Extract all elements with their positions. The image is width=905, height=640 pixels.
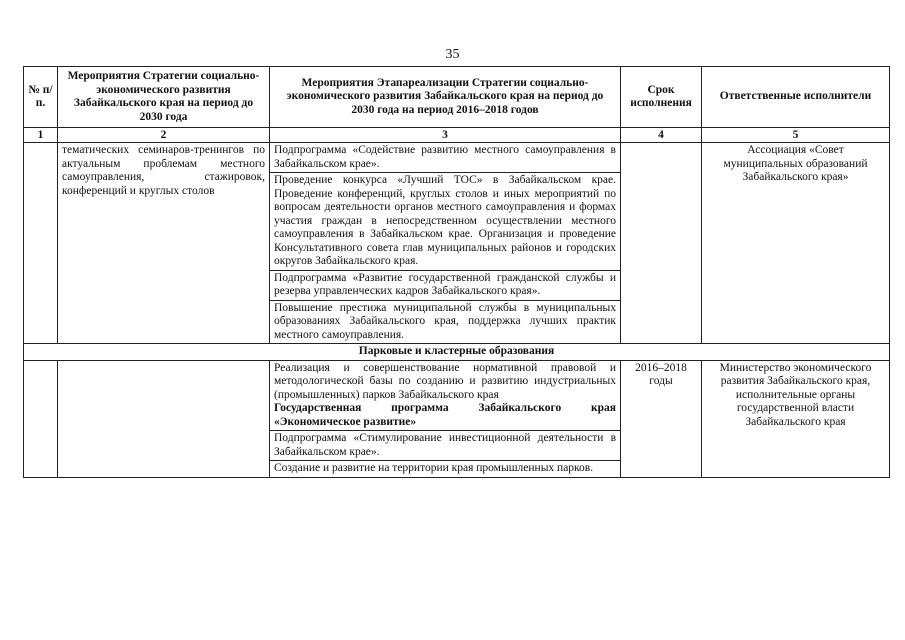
table-row	[24, 360, 890, 431]
page-number: 35	[445, 47, 460, 62]
stage-measure-cell: Создание и развитие на территории края промышленных парков.	[270, 461, 621, 478]
header-deadline: Срок исполнения	[621, 67, 702, 128]
column-number: 3	[270, 128, 621, 143]
state-program-title: Государственная программа Забайкальского края «Экономическое развитие»	[274, 402, 616, 428]
stage-measure-cell: Подпрограмма «Развитие государственной гражданской службы и резерва управленческих кадров Забайкальского края».	[270, 270, 621, 300]
stage-measure-cell: Подпрограмма «Содействие развитию местного самоуправления в Забайкальском крае».	[270, 143, 621, 173]
strategy-measure-cell	[58, 360, 270, 477]
column-number: 4	[621, 128, 702, 143]
section-row	[24, 344, 890, 361]
column-number: 2	[58, 128, 270, 143]
strategy-table	[23, 66, 890, 478]
stage-measure-cell: Проведение конкурса «Лучший ТОС» в Забайкальском крае. Проведение конференций, круглых столов и иных мероприятий по вопросам деятельности органов местного самоуправления и формах участия граждан в непосредственном осуществлении местного самоуправления в Забайкальском крае. Организация и проведение Консультативного совета глав муниципальных районов и городских округов Забайкальского края.	[270, 173, 621, 271]
responsible-cell: Министерство экономического развития Забайкальского края, исполнительные органы государственной власти Забайкальского края	[702, 360, 890, 477]
column-number: 5	[702, 128, 890, 143]
section-title: Парковые и кластерные образования	[24, 344, 890, 361]
stage-measure-cell: Подпрограмма «Стимулирование инвестиционной деятельности в Забайкальском крае».	[270, 431, 621, 461]
stage-measure-cell: Повышение престижа муниципальной службы в муниципальных образованиях Забайкальского края, поддержка лучших практик местного самоуправления.	[270, 300, 621, 344]
table-row	[24, 143, 890, 173]
header-num: № п/п.	[24, 67, 58, 128]
deadline-cell: 2016–2018 годы	[621, 360, 702, 477]
stage-measure-cell	[270, 360, 621, 431]
stage-measure-intro: Реализация и совершенствование нормативной правовой и методологической базы по созданию и развитию индустриальных (промышленных) парков Забайкальского края	[274, 361, 616, 401]
header-responsible: Ответственные исполнители	[702, 67, 890, 128]
column-number: 1	[24, 128, 58, 143]
header-strategy-measures: Мероприятия Стратегии социально-экономического развития Забайкальского края на период до 2030 года	[58, 67, 270, 128]
row-number-cell	[24, 143, 58, 344]
header-row	[24, 67, 890, 128]
header-stage-measures: Мероприятия Этапареализации Стратегии социально-экономического развития Забайкальского края на период до 2030 года на период 2016–2018 годов	[270, 67, 621, 128]
row-number-cell	[24, 360, 58, 477]
strategy-measure-cell: тематических семинаров-тренингов по актуальным проблемам местного самоуправления, стажировок, конференций и круглых столов	[58, 143, 270, 344]
responsible-cell: Ассоциация «Совет муниципальных образований Забайкальского края»	[702, 143, 890, 344]
column-number-row	[24, 128, 890, 143]
deadline-cell	[621, 143, 702, 344]
